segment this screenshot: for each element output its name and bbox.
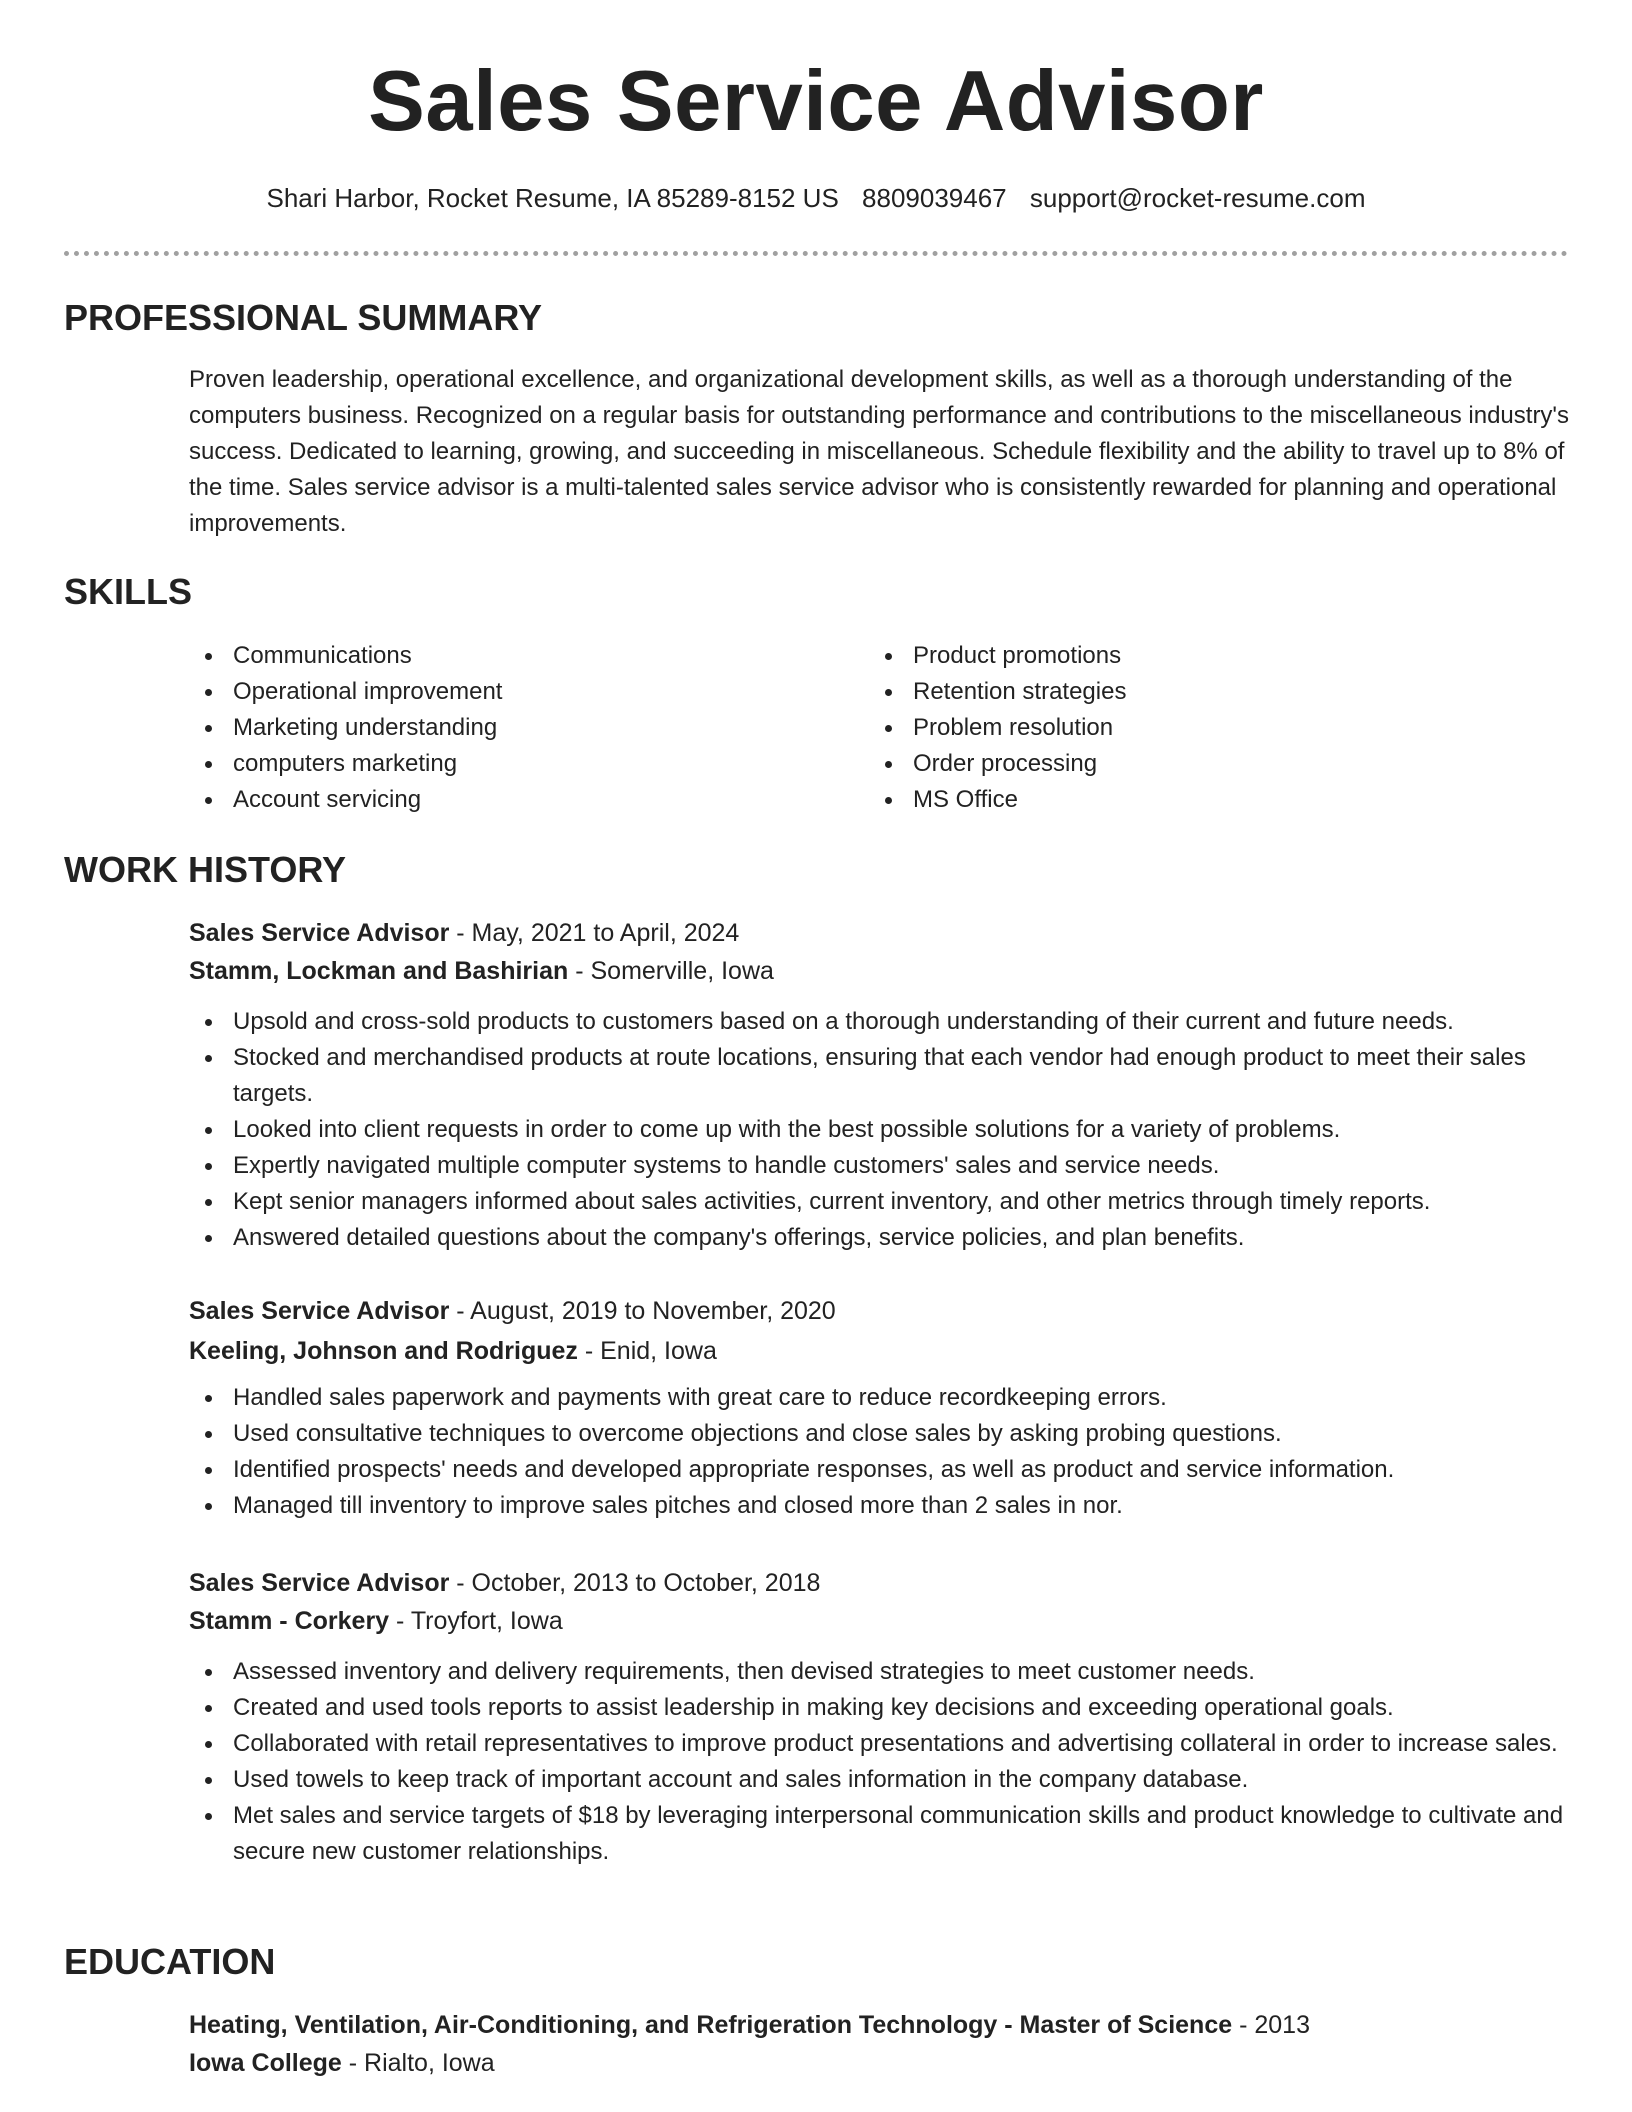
job-title: Sales Service Advisor [189, 1297, 450, 1325]
job-bullet: Answered detailed questions about the company's offerings, service policies, and plan benefits. [189, 1220, 1569, 1256]
contact-email: support@rocket-resume.com [1029, 183, 1366, 213]
summary-heading: PROFESSIONAL SUMMARY [64, 297, 543, 338]
skill-item: Marketing understanding [189, 710, 502, 746]
job-location: - Enid, Iowa [577, 1337, 717, 1365]
job-entry [189, 1564, 1569, 1870]
contact-phone: 8809039467 [862, 183, 1007, 213]
education-degree: Heating, Ventilation, Air-Conditioning, and Refrigeration Technology - Master of Science [189, 2011, 1233, 2039]
job-company-line [189, 1332, 1569, 1370]
job-location: - Troyfort, Iowa [389, 1607, 563, 1635]
job-bullet: Assessed inventory and delivery requirements, then devised strategies to meet customer needs. [189, 1654, 1569, 1690]
job-bullet: Identified prospects' needs and developed appropriate responses, as well as product and service information. [189, 1452, 1569, 1488]
contact-line [0, 180, 1632, 216]
job-company-line [189, 952, 1569, 990]
education-entry [189, 2006, 1569, 2082]
skills-heading: SKILLS [64, 571, 193, 612]
job-bullet: Managed till inventory to improve sales pitches and closed more than 2 sales in nor. [189, 1488, 1569, 1524]
header-divider [64, 251, 1568, 256]
job-company: Stamm, Lockman and Bashirian [189, 957, 569, 985]
summary-text: Proven leadership, operational excellence, and organizational development skills, as well as a thorough understanding of the computers business. Recognized on a regular basis for outstanding performance and contributions to the miscellaneous industry's success. Dedicated to learning, growing, and succeeding in miscellaneous. Schedule flexibility and the ability to travel up to 8% of the time. Sales service advisor is a multi-talented sales service advisor who is consistently rewarded for planning and operational improvements. [189, 366, 1570, 537]
job-entry [189, 914, 1569, 1256]
skill-item: Retention strategies [869, 674, 1126, 710]
job-dates: - October, 2013 to October, 2018 [449, 1569, 821, 1597]
job-bullets [189, 1380, 1569, 1524]
job-title-line [189, 1564, 1569, 1602]
skill-item: Communications [189, 638, 502, 674]
job-title-line [189, 1292, 1569, 1330]
job-company: Stamm - Corkery [189, 1607, 390, 1635]
job-location: - Somerville, Iowa [568, 957, 774, 985]
education-heading: EDUCATION [64, 1941, 276, 1982]
summary-section [189, 362, 1569, 542]
job-bullet: Kept senior managers informed about sales activities, current inventory, and other metrics through timely reports. [189, 1184, 1569, 1220]
contact-address: Shari Harbor, Rocket Resume, IA 85289-8152 US [266, 183, 839, 213]
skills-section [189, 638, 1569, 818]
education-location: - Rialto, Iowa [341, 2049, 495, 2077]
job-bullets [189, 1654, 1569, 1870]
job-bullet: Stocked and merchandised products at route locations, ensuring that each vendor had enough product to meet their sales targets. [189, 1040, 1569, 1112]
job-bullet: Collaborated with retail representatives to improve product presentations and advertising collateral in order to increase sales. [189, 1726, 1569, 1762]
job-bullet: Used consultative techniques to overcome objections and close sales by asking probing questions. [189, 1416, 1569, 1452]
skill-item: Operational improvement [189, 674, 502, 710]
job-bullet: Used towels to keep track of important account and sales information in the company database. [189, 1762, 1569, 1798]
skills-right-column [869, 638, 1126, 818]
job-company-line [189, 1602, 1569, 1640]
job-bullet: Looked into client requests in order to come up with the best possible solutions for a variety of problems. [189, 1112, 1569, 1148]
job-bullets [189, 1004, 1569, 1256]
job-bullet: Met sales and service targets of $18 by leveraging interpersonal communication skills and product knowledge to cultivate and secure new customer relationships. [189, 1798, 1569, 1870]
resume-title: Sales Service Advisor [368, 54, 1264, 149]
job-title-line [189, 914, 1569, 952]
skill-item: computers marketing [189, 746, 502, 782]
job-company: Keeling, Johnson and Rodriguez [189, 1337, 578, 1365]
job-entry [189, 1292, 1569, 1524]
education-year: - 2013 [1232, 2011, 1310, 2039]
skill-item: MS Office [869, 782, 1126, 818]
job-bullet: Handled sales paperwork and payments with great care to reduce recordkeeping errors. [189, 1380, 1569, 1416]
work-history-heading: WORK HISTORY [64, 849, 347, 890]
job-title: Sales Service Advisor [189, 919, 450, 947]
job-bullet: Upsold and cross-sold products to customers based on a thorough understanding of their current and future needs. [189, 1004, 1569, 1040]
job-dates: - May, 2021 to April, 2024 [449, 919, 740, 947]
education-school: Iowa College [189, 2049, 342, 2077]
skill-item: Account servicing [189, 782, 502, 818]
education-school-line [189, 2044, 1569, 2082]
skill-item: Order processing [869, 746, 1126, 782]
skills-left-column [189, 638, 502, 818]
skill-item: Problem resolution [869, 710, 1126, 746]
job-dates: - August, 2019 to November, 2020 [449, 1297, 836, 1325]
job-title: Sales Service Advisor [189, 1569, 450, 1597]
education-degree-line [189, 2006, 1569, 2044]
skill-item: Product promotions [869, 638, 1126, 674]
job-bullet: Expertly navigated multiple computer systems to handle customers' sales and service needs. [189, 1148, 1569, 1184]
job-bullet: Created and used tools reports to assist leadership in making key decisions and exceeding operational goals. [189, 1690, 1569, 1726]
